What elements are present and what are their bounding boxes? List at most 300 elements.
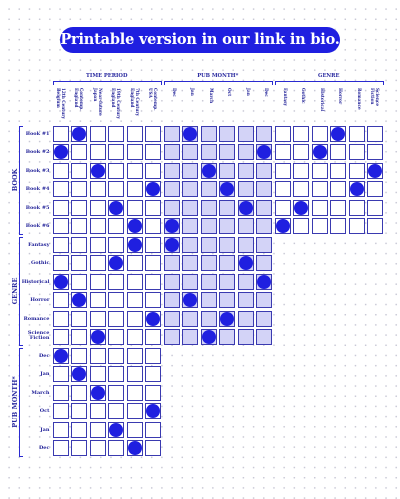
grid-cell[interactable] <box>127 422 143 438</box>
match-dot <box>109 201 123 215</box>
grid-cell[interactable] <box>53 366 69 382</box>
grid-cell[interactable] <box>182 292 198 308</box>
grid-cell[interactable] <box>108 440 124 456</box>
group-bracket-tick <box>275 81 276 85</box>
row-label: Science Fiction <box>27 330 50 342</box>
grid-cell[interactable] <box>219 255 235 271</box>
grid-cell[interactable] <box>145 163 161 179</box>
grid-cell[interactable] <box>90 126 106 142</box>
grid-cell[interactable] <box>108 348 124 364</box>
grid-cell[interactable] <box>108 403 124 419</box>
column-label: Horror <box>338 88 343 105</box>
match-dot <box>146 312 160 326</box>
section-bracket-line <box>19 348 20 457</box>
grid-cell[interactable] <box>145 440 161 456</box>
grid-cell[interactable] <box>219 311 235 327</box>
grid-cell[interactable] <box>219 292 235 308</box>
grid-cell[interactable] <box>145 200 161 216</box>
grid-cell[interactable] <box>367 181 383 197</box>
grid-cell[interactable] <box>127 255 143 271</box>
grid-cell[interactable] <box>53 144 69 160</box>
section-label: PUB MONTH* <box>11 376 19 428</box>
grid-cell[interactable] <box>330 163 346 179</box>
group-bracket-tick <box>164 81 165 85</box>
grid-cell[interactable] <box>164 144 180 160</box>
grid-cell[interactable] <box>238 200 254 216</box>
grid-cell[interactable] <box>256 163 272 179</box>
row-label: Book #6 <box>25 223 50 229</box>
grid-cell[interactable] <box>256 292 272 308</box>
grid-cell[interactable] <box>145 144 161 160</box>
grid-cell[interactable] <box>90 385 106 401</box>
section-bracket-tick <box>19 237 23 238</box>
group-bracket-tick <box>272 81 273 85</box>
grid-cell[interactable] <box>312 144 328 160</box>
grid-cell[interactable] <box>53 274 69 290</box>
grid-cell[interactable] <box>219 126 235 142</box>
grid-cell[interactable] <box>127 126 143 142</box>
grid-cell[interactable] <box>108 163 124 179</box>
group-label: PUB MONTH* <box>197 73 239 79</box>
grid-cell[interactable] <box>164 329 180 345</box>
grid-cell[interactable] <box>90 403 106 419</box>
grid-cell[interactable] <box>53 292 69 308</box>
grid-cell[interactable] <box>145 348 161 364</box>
column-label: 19th Century England <box>111 88 121 119</box>
column-label: Dec <box>264 88 269 97</box>
grid-cell[interactable] <box>312 200 328 216</box>
grid-cell[interactable] <box>238 274 254 290</box>
grid-cell[interactable] <box>71 126 87 142</box>
group-bracket-tick <box>53 81 54 85</box>
grid-cell[interactable] <box>182 144 198 160</box>
grid-cell[interactable] <box>53 200 69 216</box>
grid-cell[interactable] <box>145 366 161 382</box>
grid-cell[interactable] <box>256 237 272 253</box>
grid-cell[interactable] <box>256 255 272 271</box>
grid-cell[interactable] <box>182 274 198 290</box>
grid-cell[interactable] <box>182 163 198 179</box>
column-label: Dec <box>171 88 177 97</box>
grid-cell[interactable] <box>53 385 69 401</box>
grid-cell[interactable] <box>108 422 124 438</box>
section-bracket-tick <box>19 456 23 457</box>
grid-cell[interactable] <box>349 181 365 197</box>
grid-cell[interactable] <box>182 237 198 253</box>
grid-cell[interactable] <box>238 126 254 142</box>
grid-cell[interactable] <box>182 329 198 345</box>
grid-cell[interactable] <box>275 200 291 216</box>
grid-cell[interactable] <box>90 440 106 456</box>
row-label: Dec <box>38 352 50 359</box>
grid-cell[interactable] <box>108 181 124 197</box>
grid-cell[interactable] <box>127 200 143 216</box>
match-dot <box>331 127 345 141</box>
grid-cell[interactable] <box>71 200 87 216</box>
row-label: Book #1 <box>25 130 50 137</box>
grid-cell[interactable] <box>275 144 291 160</box>
grid-cell[interactable] <box>349 200 365 216</box>
grid-cell[interactable] <box>330 144 346 160</box>
grid-cell[interactable] <box>164 274 180 290</box>
grid-cell[interactable] <box>275 126 291 142</box>
match-dot <box>220 312 234 326</box>
grid-cell[interactable] <box>145 422 161 438</box>
row-label: Book #2 <box>25 149 50 155</box>
grid-cell[interactable] <box>145 403 161 419</box>
column-label: 12th Century Belgium <box>55 88 66 119</box>
grid-cell[interactable] <box>164 292 180 308</box>
grid-cell[interactable] <box>238 218 254 234</box>
grid-cell[interactable] <box>145 218 161 234</box>
grid-cell[interactable] <box>71 422 87 438</box>
grid-cell[interactable] <box>182 311 198 327</box>
grid-cell[interactable] <box>219 200 235 216</box>
match-dot <box>54 275 68 289</box>
grid-cell[interactable] <box>256 144 272 160</box>
grid-cell[interactable] <box>71 403 87 419</box>
grid-cell[interactable] <box>164 163 180 179</box>
row-label: Dec <box>38 445 50 451</box>
row-label: March <box>31 389 50 396</box>
match-dot <box>239 201 253 215</box>
grid-cell[interactable] <box>71 329 87 345</box>
grid-cell[interactable] <box>201 163 217 179</box>
match-dot <box>109 256 123 270</box>
match-dot <box>257 275 271 289</box>
section-bracket-tick <box>19 126 23 127</box>
group-bracket-tick <box>161 81 162 85</box>
grid-cell[interactable] <box>312 126 328 142</box>
grid-cell[interactable] <box>201 200 217 216</box>
column-label: Near-future Japan <box>92 88 103 116</box>
grid-cell[interactable] <box>256 181 272 197</box>
grid-cell[interactable] <box>127 218 143 234</box>
grid-cell[interactable] <box>293 144 309 160</box>
grid-cell[interactable] <box>53 348 69 364</box>
grid-cell[interactable] <box>312 181 328 197</box>
grid-cell[interactable] <box>127 366 143 382</box>
row-label: Oct <box>39 408 50 414</box>
column-label: Romance <box>356 88 362 110</box>
grid-cell[interactable] <box>256 311 272 327</box>
row-label: Jan <box>40 426 50 433</box>
row-label: Book #4 <box>25 186 50 192</box>
match-dot <box>257 145 271 159</box>
row-label: Historical <box>21 278 50 285</box>
section-label: GENRE <box>11 277 19 305</box>
grid-cell[interactable] <box>53 329 69 345</box>
grid-cell[interactable] <box>275 163 291 179</box>
row-label: Book #3 <box>25 167 50 174</box>
match-dot <box>165 219 179 233</box>
grid-cell[interactable] <box>349 126 365 142</box>
grid-cell[interactable] <box>108 311 124 327</box>
grid-cell[interactable] <box>71 366 87 382</box>
grid-cell[interactable] <box>349 144 365 160</box>
grid-cell[interactable] <box>367 163 383 179</box>
grid-cell[interactable] <box>71 274 87 290</box>
row-label: Jan <box>40 371 50 377</box>
grid-cell[interactable] <box>219 181 235 197</box>
grid-cell[interactable] <box>127 237 143 253</box>
grid-cell[interactable] <box>53 403 69 419</box>
grid-cell[interactable] <box>145 255 161 271</box>
match-dot <box>202 164 216 178</box>
grid-cell[interactable] <box>256 200 272 216</box>
match-dot <box>91 164 105 178</box>
grid-cell[interactable] <box>201 274 217 290</box>
section-bracket-tick <box>19 234 23 235</box>
grid-cell[interactable] <box>330 126 346 142</box>
grid-cell[interactable] <box>108 218 124 234</box>
grid-cell[interactable] <box>145 237 161 253</box>
grid-cell[interactable] <box>71 292 87 308</box>
grid-cell[interactable] <box>219 237 235 253</box>
grid-cell[interactable] <box>275 181 291 197</box>
grid-cell[interactable] <box>71 311 87 327</box>
grid-cell[interactable] <box>256 274 272 290</box>
grid-cell[interactable] <box>238 237 254 253</box>
match-dot <box>146 404 160 418</box>
grid-cell[interactable] <box>164 311 180 327</box>
match-dot <box>91 330 105 344</box>
grid-cell[interactable] <box>108 144 124 160</box>
grid-cell[interactable] <box>90 292 106 308</box>
grid-cell[interactable] <box>349 163 365 179</box>
grid-cell[interactable] <box>90 274 106 290</box>
grid-cell[interactable] <box>201 181 217 197</box>
row-label: Fantasy <box>28 241 50 248</box>
grid-cell[interactable] <box>108 200 124 216</box>
grid-cell[interactable] <box>182 218 198 234</box>
match-dot <box>368 164 382 178</box>
grid-cell[interactable] <box>238 311 254 327</box>
grid-cell[interactable] <box>71 218 87 234</box>
grid-cell[interactable] <box>312 163 328 179</box>
match-dot <box>183 293 197 307</box>
grid-cell[interactable] <box>127 403 143 419</box>
grid-cell[interactable] <box>238 144 254 160</box>
match-dot <box>91 386 105 400</box>
row-label: Horror <box>30 297 50 303</box>
grid-cell[interactable] <box>182 126 198 142</box>
grid-cell[interactable] <box>53 126 69 142</box>
column-label: 7th Century England <box>129 88 140 117</box>
match-dot <box>72 367 86 381</box>
grid-cell[interactable] <box>108 126 124 142</box>
grid-cell[interactable] <box>90 366 106 382</box>
grid-cell[interactable] <box>293 126 309 142</box>
grid-cell[interactable] <box>201 218 217 234</box>
grid-cell[interactable] <box>201 329 217 345</box>
grid-cell[interactable] <box>108 237 124 253</box>
grid-cell[interactable] <box>53 163 69 179</box>
grid-cell[interactable] <box>90 329 106 345</box>
grid-cell[interactable] <box>108 274 124 290</box>
grid-cell[interactable] <box>71 237 87 253</box>
match-dot <box>72 127 86 141</box>
match-dot <box>276 219 290 233</box>
grid-cell[interactable] <box>90 163 106 179</box>
grid-cell[interactable] <box>182 200 198 216</box>
grid-cell[interactable] <box>90 422 106 438</box>
grid-cell[interactable] <box>71 255 87 271</box>
match-dot <box>294 201 308 215</box>
column-label: Gothic <box>301 88 306 104</box>
grid-cell[interactable] <box>256 126 272 142</box>
grid-cell[interactable] <box>90 181 106 197</box>
grid-cell[interactable] <box>53 218 69 234</box>
grid-cell[interactable] <box>108 329 124 345</box>
grid-cell[interactable] <box>201 126 217 142</box>
column-label: Jan <box>245 88 251 96</box>
grid-cell[interactable] <box>90 255 106 271</box>
grid-cell[interactable] <box>127 181 143 197</box>
grid-cell[interactable] <box>164 255 180 271</box>
grid-cell[interactable] <box>53 237 69 253</box>
grid-cell[interactable] <box>71 348 87 364</box>
grid-cell[interactable] <box>145 385 161 401</box>
row-label: Romance <box>23 315 50 322</box>
match-dot <box>54 145 68 159</box>
grid-cell[interactable] <box>312 218 328 234</box>
match-dot <box>165 238 179 252</box>
column-label: Fantasy <box>282 88 288 106</box>
grid-cell[interactable] <box>367 218 383 234</box>
grid-cell[interactable] <box>71 144 87 160</box>
grid-cell[interactable] <box>201 237 217 253</box>
grid-cell[interactable] <box>53 422 69 438</box>
grid-cell[interactable] <box>219 144 235 160</box>
row-label: Book #5 <box>25 204 50 211</box>
match-dot <box>72 293 86 307</box>
grid-cell[interactable] <box>238 163 254 179</box>
match-dot <box>239 256 253 270</box>
grid-cell[interactable] <box>293 181 309 197</box>
grid-cell[interactable] <box>127 348 143 364</box>
grid-cell[interactable] <box>238 292 254 308</box>
grid-cell[interactable] <box>90 144 106 160</box>
grid-cell[interactable] <box>219 274 235 290</box>
grid-cell[interactable] <box>127 292 143 308</box>
match-dot <box>220 182 234 196</box>
grid-cell[interactable] <box>53 440 69 456</box>
grid-cell[interactable] <box>90 311 106 327</box>
grid-cell[interactable] <box>127 440 143 456</box>
grid-cell[interactable] <box>127 274 143 290</box>
grid-cell[interactable] <box>90 218 106 234</box>
grid-cell[interactable] <box>219 329 235 345</box>
grid-cell[interactable] <box>71 181 87 197</box>
grid-cell[interactable] <box>349 218 365 234</box>
grid-cell[interactable] <box>53 311 69 327</box>
section-label: BOOK <box>11 168 19 192</box>
grid-cell[interactable] <box>367 126 383 142</box>
grid-cell[interactable] <box>256 218 272 234</box>
grid-cell[interactable] <box>71 163 87 179</box>
grid-cell[interactable] <box>330 181 346 197</box>
grid-cell[interactable] <box>71 385 87 401</box>
match-dot <box>146 182 160 196</box>
grid-cell[interactable] <box>145 292 161 308</box>
grid-cell[interactable] <box>90 348 106 364</box>
grid-cell[interactable] <box>201 144 217 160</box>
grid-cell[interactable] <box>90 200 106 216</box>
grid-cell[interactable] <box>238 181 254 197</box>
column-label: Contemp. USA <box>148 88 158 111</box>
column-label: Historical <box>319 88 325 112</box>
column-label: March <box>208 88 214 104</box>
grid-cell[interactable] <box>164 218 180 234</box>
match-dot <box>54 349 68 363</box>
grid-cell[interactable] <box>367 200 383 216</box>
match-dot <box>128 219 142 233</box>
grid-cell[interactable] <box>108 255 124 271</box>
grid-cell[interactable] <box>330 200 346 216</box>
grid-cell[interactable] <box>182 181 198 197</box>
grid-cell[interactable] <box>219 163 235 179</box>
grid-cell[interactable] <box>164 126 180 142</box>
grid-cell[interactable] <box>145 181 161 197</box>
grid-cell[interactable] <box>71 440 87 456</box>
grid-cell[interactable] <box>108 292 124 308</box>
grid-cell[interactable] <box>293 200 309 216</box>
grid-cell[interactable] <box>53 181 69 197</box>
group-bracket-tick <box>383 81 384 85</box>
grid-cell[interactable] <box>53 255 69 271</box>
grid-cell[interactable] <box>164 237 180 253</box>
grid-cell[interactable] <box>164 181 180 197</box>
grid-cell[interactable] <box>182 255 198 271</box>
match-dot <box>350 182 364 196</box>
grid-cell[interactable] <box>127 329 143 345</box>
column-label: Contemp. England <box>74 88 84 111</box>
grid-cell[interactable] <box>145 274 161 290</box>
grid-cell[interactable] <box>330 218 346 234</box>
grid-cell[interactable] <box>238 329 254 345</box>
grid-cell[interactable] <box>108 385 124 401</box>
match-dot <box>128 441 142 455</box>
grid-cell[interactable] <box>145 311 161 327</box>
grid-cell[interactable] <box>201 292 217 308</box>
group-bracket-line <box>53 81 162 82</box>
grid-cell[interactable] <box>238 255 254 271</box>
column-label: Science Fiction <box>370 88 380 107</box>
match-dot <box>202 330 216 344</box>
grid-cell[interactable] <box>145 329 161 345</box>
group-bracket-line <box>275 81 384 82</box>
grid-cell[interactable] <box>90 237 106 253</box>
row-label: Gothic <box>31 260 50 266</box>
grid-cell[interactable] <box>127 163 143 179</box>
grid-cell[interactable] <box>256 329 272 345</box>
grid-cell[interactable] <box>367 144 383 160</box>
grid-cell[interactable] <box>201 311 217 327</box>
grid-cell[interactable] <box>293 218 309 234</box>
grid-cell[interactable] <box>164 200 180 216</box>
grid-cell[interactable] <box>127 144 143 160</box>
grid-cell[interactable] <box>219 218 235 234</box>
grid-cell[interactable] <box>275 218 291 234</box>
grid-cell[interactable] <box>201 255 217 271</box>
grid-cell[interactable] <box>127 385 143 401</box>
grid-cell[interactable] <box>108 366 124 382</box>
grid-cell[interactable] <box>145 126 161 142</box>
grid-cell[interactable] <box>293 163 309 179</box>
column-label: Jan <box>190 88 195 96</box>
grid-cell[interactable] <box>127 311 143 327</box>
